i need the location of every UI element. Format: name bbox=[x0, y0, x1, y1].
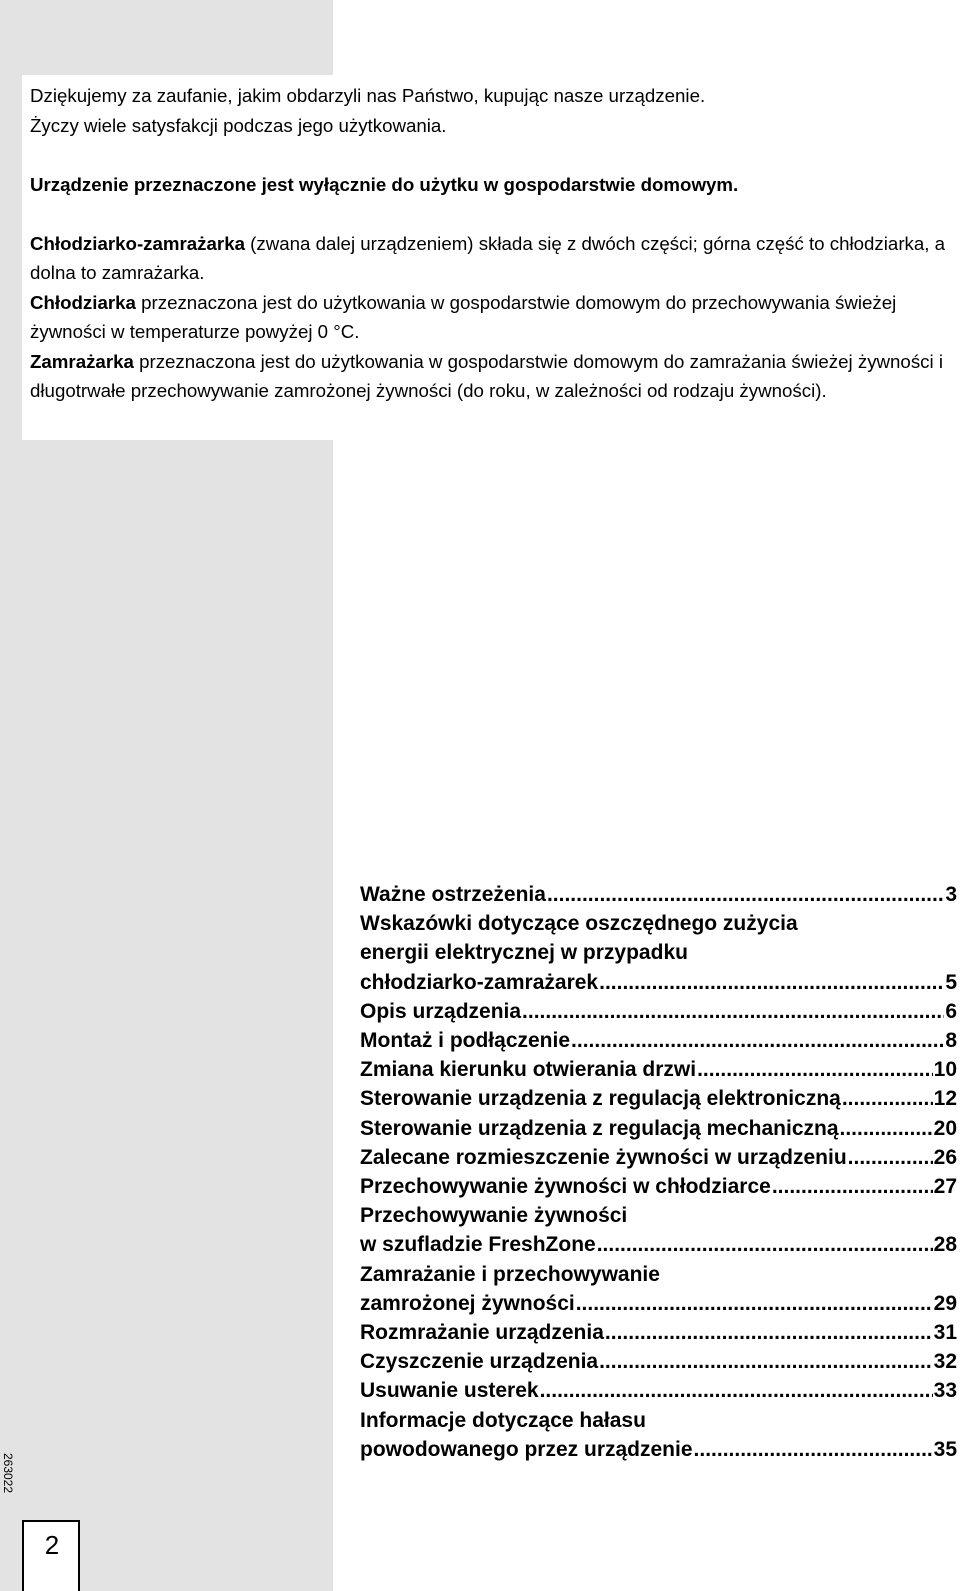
toc-page-number: 28 bbox=[933, 1233, 957, 1257]
freezer-term: Zamrażarka bbox=[30, 350, 134, 372]
table-of-contents bbox=[360, 880, 957, 1464]
household-notice: Urządzenie przeznaczone jest wyłącznie do użytku w gospodarstwie domowym. bbox=[30, 173, 739, 195]
toc-entry-title-line: Wskazówki dotyczące oszczędnego zużycia bbox=[360, 912, 798, 936]
toc-entry-title: powodowanego przez urządzenie bbox=[360, 1437, 693, 1461]
toc-leader-dots bbox=[840, 1114, 933, 1143]
toc-entry-title: w szufladzie FreshZone bbox=[360, 1233, 596, 1257]
thanks-line-2: Życzy wiele satysfakcji podczas jego użytkowania. bbox=[30, 114, 447, 136]
toc-entry[interactable] bbox=[360, 997, 957, 1026]
toc-page-number: 26 bbox=[933, 1145, 957, 1169]
toc-page-number: 3 bbox=[945, 883, 957, 906]
toc-page-number: 6 bbox=[945, 999, 957, 1023]
toc-leader-dots bbox=[697, 1055, 933, 1084]
toc-page-number: 29 bbox=[933, 1291, 957, 1315]
toc-entry[interactable] bbox=[360, 909, 957, 997]
fridge-term: Chłodziarka bbox=[30, 291, 136, 313]
freezer-paragraph: Zamrażarka przeznaczona jest do użytkowania w gospodarstwie domowym do zamrażania świeżej żywności i długotrwałe przechowywanie zamrożonej żywności (do roku, w zależności od rodzaju żywności). bbox=[30, 350, 944, 401]
toc-entry-title: zamrożonej żywności bbox=[360, 1291, 575, 1315]
toc-entry[interactable] bbox=[360, 1260, 957, 1318]
toc-entry-title: Usuwanie usterek bbox=[360, 1379, 539, 1403]
toc-entry-title: Przechowywanie żywności w chłodziarce bbox=[360, 1175, 771, 1199]
toc-leader-dots bbox=[540, 1376, 933, 1405]
toc-page-number: 5 bbox=[945, 970, 957, 994]
toc-leader-dots bbox=[547, 880, 944, 909]
toc-entry[interactable] bbox=[360, 1406, 957, 1464]
toc-entry[interactable] bbox=[360, 1318, 957, 1347]
document-code: 263022 bbox=[1, 1452, 15, 1494]
toc-leader-dots bbox=[576, 1289, 933, 1318]
toc-page-number: 32 bbox=[933, 1350, 957, 1374]
thanks-line-1: Dziękujemy za zaufanie, jakim obdarzyli nas Państwo, kupując nasze urządzenie. bbox=[30, 85, 706, 106]
toc-page-number: 27 bbox=[933, 1175, 957, 1199]
toc-page-number: 12 bbox=[933, 1087, 957, 1111]
toc-entry[interactable] bbox=[360, 1026, 957, 1055]
fridge-freezer-term: Chłodziarko-zamrażarka bbox=[30, 232, 245, 254]
toc-page-number: 10 bbox=[933, 1058, 957, 1082]
toc-entry-title: Rozmrażanie urządzenia bbox=[360, 1321, 604, 1345]
toc-entry-title: Ważne ostrzeżenia bbox=[360, 883, 546, 906]
toc-leader-dots bbox=[605, 1318, 933, 1347]
toc-entry-title: chłodziarko-zamrażarek bbox=[360, 970, 599, 994]
toc-entry-title: Montaż i podłączenie bbox=[360, 1029, 571, 1053]
toc-entry-title: Sterowanie urządzenia z regulacją mechaniczną bbox=[360, 1116, 839, 1140]
toc-page-number: 33 bbox=[933, 1379, 957, 1403]
toc-leader-dots bbox=[522, 997, 944, 1026]
toc-entry-title-line: Zamrażanie i przechowywanie bbox=[360, 1262, 660, 1286]
toc-entry-title: Czyszczenie urządzenia bbox=[360, 1350, 599, 1374]
toc-leader-dots bbox=[599, 968, 944, 997]
toc-entry-title: Opis urządzenia bbox=[360, 999, 522, 1023]
toc-entry-title: Sterowanie urządzenia z regulacją elektroniczną bbox=[360, 1087, 841, 1111]
toc-leader-dots bbox=[571, 1026, 944, 1055]
toc-entry-title-line: energii elektrycznej w przypadku bbox=[360, 941, 688, 965]
toc-leader-dots bbox=[848, 1143, 933, 1172]
toc-entry-title: Zalecane rozmieszczenie żywności w urządzeniu bbox=[360, 1145, 847, 1169]
toc-entry-title: Zmiana kierunku otwierania drzwi bbox=[360, 1058, 697, 1082]
toc-entry[interactable] bbox=[360, 1143, 957, 1172]
toc-leader-dots bbox=[694, 1435, 933, 1464]
toc-entry[interactable] bbox=[360, 1114, 957, 1143]
toc-entry[interactable] bbox=[360, 1055, 957, 1084]
toc-leader-dots bbox=[597, 1230, 933, 1259]
toc-entry-title-line: Przechowywanie żywności bbox=[360, 1204, 628, 1228]
toc-entry[interactable] bbox=[360, 1347, 957, 1376]
toc-page-number: 8 bbox=[945, 1029, 957, 1053]
toc-leader-dots bbox=[772, 1172, 933, 1201]
toc-page-number: 35 bbox=[933, 1437, 957, 1461]
toc-page-number: 31 bbox=[933, 1321, 957, 1345]
fridge-paragraph: Chłodziarka przeznaczona jest do użytkowania w gospodarstwie domowym do przechowywania świeżej żywności w temperaturze powyżej 0 °C. bbox=[30, 291, 897, 342]
toc-entry[interactable] bbox=[360, 1084, 957, 1113]
toc-entry[interactable] bbox=[360, 1201, 957, 1259]
page-number-box bbox=[22, 1520, 80, 1591]
toc-entry[interactable] bbox=[360, 880, 957, 909]
intro-text-block bbox=[22, 75, 950, 440]
toc-leader-dots bbox=[842, 1084, 933, 1113]
toc-page-number: 20 bbox=[933, 1116, 957, 1140]
toc-entry[interactable] bbox=[360, 1376, 957, 1405]
fridge-freezer-paragraph: Chłodziarko-zamrażarka (zwana dalej urządzeniem) składa się z dwóch części; górna część to chłodziarka, a dolna to zamrażarka. bbox=[30, 232, 946, 283]
toc-entry-title-line: Informacje dotyczące hałasu bbox=[360, 1408, 646, 1432]
page-number: 2 bbox=[44, 1530, 60, 1560]
toc-leader-dots bbox=[599, 1347, 933, 1376]
toc-entry[interactable] bbox=[360, 1172, 957, 1201]
